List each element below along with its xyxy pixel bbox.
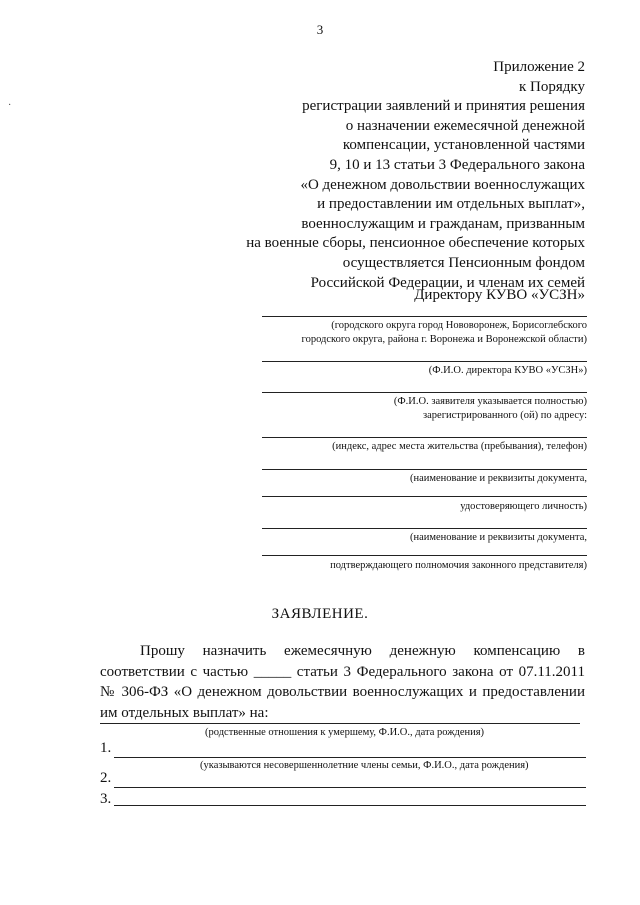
appendix-line: Приложение 2 — [493, 59, 585, 75]
appendix-line: осуществляется Пенсионным фондом — [342, 254, 585, 271]
identity-doc-caption: (наименование и реквизиты документа, — [409, 473, 587, 484]
applicant-name-caption: (Ф.И.О. заявителя указывается полностью) — [393, 396, 587, 407]
region-field-line[interactable] — [262, 316, 587, 317]
director-name-caption: (Ф.И.О. директора КУВО «УСЗН») — [428, 365, 587, 376]
appendix-line: к Порядку — [519, 78, 585, 95]
recipient-number: 2. — [100, 770, 112, 786]
relation-line[interactable] — [100, 723, 580, 724]
appendix-line: 9, 10 и 13 статьи 3 Федерального закона — [329, 156, 585, 173]
appendix-line: регистрации заявлений и принятия решения — [302, 98, 585, 115]
appendix-line: военнослужащим и гражданам, призванным — [301, 215, 585, 232]
document-title: ЗАЯВЛЕНИЕ. — [271, 606, 369, 622]
body-line: им отдельных выплат» на: — [100, 704, 269, 721]
appendix-line: на военные сборы, пенсионное обеспечение которых — [246, 235, 585, 252]
appendix-line: «О денежном довольствии военнослужащих — [300, 176, 585, 193]
recipient-number: 1. — [100, 740, 112, 756]
recipient-line-2[interactable] — [114, 787, 586, 788]
body-line: Прошу назначить ежемесячную денежную компенсацию в — [140, 643, 585, 659]
appendix-line: о назначении ежемесячной денежной — [345, 117, 585, 134]
registered-address-caption: зарегистрированного (ой) по адресу: — [423, 410, 587, 421]
minors-caption: (указываются несовершеннолетние члены семьи, Ф.И.О., дата рождения) — [200, 760, 529, 771]
identity-doc-line[interactable] — [262, 469, 587, 470]
applicant-name-line[interactable] — [262, 392, 587, 393]
address-line[interactable] — [262, 437, 587, 438]
body-line: соответствии с частью _____ статьи 3 Федерального закона от 07.11.2011 — [100, 663, 585, 680]
identity-doc-caption: удостоверяющего личность) — [460, 501, 587, 512]
appendix-line: и предоставлении им отдельных выплат», — [317, 196, 585, 213]
identity-doc-line-2[interactable] — [262, 496, 587, 497]
authority-doc-line[interactable] — [262, 528, 587, 529]
recipient-number: 3. — [100, 791, 112, 807]
appendix-header — [246, 58, 585, 293]
recipient-line-3[interactable] — [114, 805, 586, 806]
appendix-line: Российской Федерации, и членам их семей — [310, 274, 585, 291]
authority-doc-caption: (наименование и реквизиты документа, — [409, 532, 587, 543]
application-body — [100, 641, 585, 723]
region-caption: городского округа, района г. Воронежа и Воронежской области) — [301, 334, 587, 345]
addressee: Директору КУВО «УСЗН» — [414, 287, 585, 303]
authority-doc-line-2[interactable] — [262, 555, 587, 556]
recipient-line-1[interactable] — [114, 757, 586, 758]
appendix-line: компенсации, установленной частями — [342, 137, 585, 154]
director-name-line[interactable] — [262, 361, 587, 362]
body-line: № 306-ФЗ «О денежном довольствии военнослужащих и предоставлении — [100, 684, 585, 700]
address-caption: (индекс, адрес места жительства (пребывания), телефон) — [332, 441, 587, 452]
margin-mark: · — [8, 100, 12, 111]
authority-doc-caption: подтверждающего полномочия законного представителя) — [330, 560, 587, 571]
page-number: 3 — [316, 22, 324, 37]
relation-caption: (родственные отношения к умершему, Ф.И.О., дата рождения) — [205, 727, 485, 738]
region-caption: (городского округа город Нововоронеж, Борисоглебского — [331, 320, 587, 331]
